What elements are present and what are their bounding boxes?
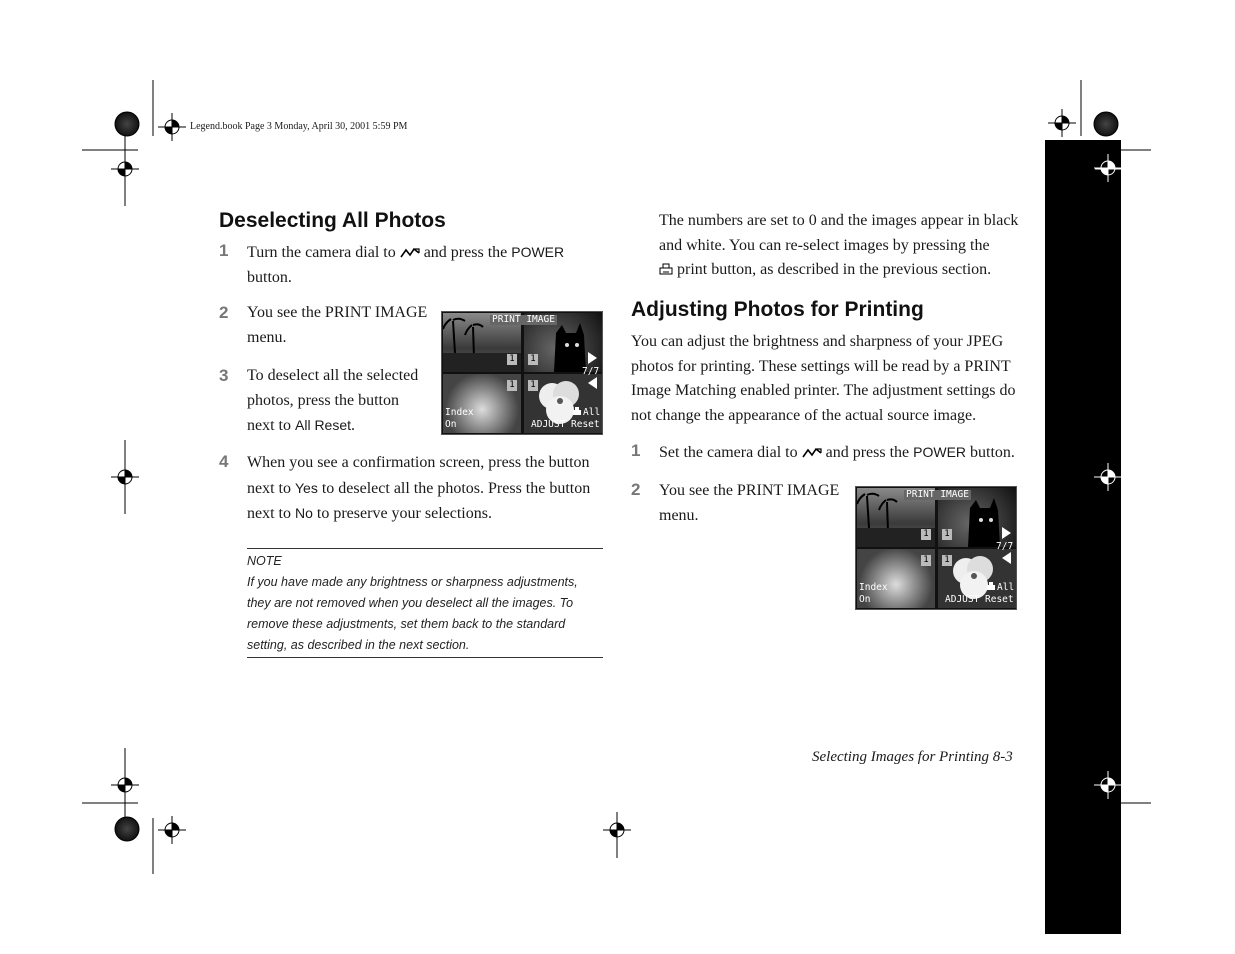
step-number: 2 xyxy=(631,480,641,499)
lcd-page-counter: 7/7 xyxy=(996,541,1014,552)
lcd-title: PRINT IMAGE xyxy=(906,489,969,500)
print-dial-icon xyxy=(400,247,420,259)
note-text: they are not removed when you deselect all the images. To xyxy=(247,596,574,610)
print-icon xyxy=(659,263,673,277)
section-heading-deselect: Deselecting All Photos xyxy=(219,209,446,232)
lcd-index-label: Index xyxy=(445,407,474,418)
lcd-print-icon xyxy=(986,582,996,592)
lcd-all-label: All xyxy=(583,407,601,418)
tab-registration-marks xyxy=(1045,140,1165,840)
lcd-index-label: Index xyxy=(859,582,888,593)
note-text: setting, as described in the next section. xyxy=(247,638,470,652)
lcd-reset-label: Reset xyxy=(571,419,600,430)
lcd-adjust-label: ADJUST xyxy=(531,419,566,430)
lcd-title: PRINT IMAGE xyxy=(492,314,555,325)
lcd-count-badge: 1 xyxy=(507,354,517,365)
adjust-step-1-text: Set the camera dial to and press the POWER button. xyxy=(659,444,1015,461)
lcd-adjust-label: ADJUST xyxy=(945,594,980,605)
step-3-text: To deselect all the selected photos, press the button next to All Reset. xyxy=(247,367,419,434)
lcd-count-badge: 1 xyxy=(942,529,952,540)
next-arrow-icon xyxy=(588,352,597,364)
step-number: 2 xyxy=(219,303,229,322)
lcd-count-badge: 1 xyxy=(528,354,538,365)
step-1-text: Turn the camera dial to and press the POWER button. xyxy=(247,244,565,286)
intro-paragraph: The numbers are set to 0 and the images appear in black and white. You can re-select images by pressing the print button, as described in the previous section. xyxy=(659,212,1019,278)
step-number: 1 xyxy=(631,441,641,460)
lcd-count-badge: 1 xyxy=(921,529,931,540)
step-number: 4 xyxy=(219,452,229,471)
note-text: remove these adjustments, set them back to the standard xyxy=(247,617,566,631)
camera-lcd-screenshot xyxy=(441,311,603,435)
adjust-step-2-text: You see the PRINT IMAGE menu. xyxy=(659,482,840,524)
prev-arrow-icon xyxy=(1002,552,1011,564)
note-box xyxy=(247,548,603,658)
step-number: 1 xyxy=(219,241,229,260)
note-text: If you have made any brightness or sharpness adjustments, xyxy=(247,575,578,589)
lcd-index-state: On xyxy=(859,594,871,605)
lcd-all-label: All xyxy=(997,582,1015,593)
file-info-header: Legend.book Page 3 Monday, April 30, 2001 5:59 PM xyxy=(190,121,408,132)
step-2-text: You see the PRINT IMAGE menu. xyxy=(247,304,428,346)
next-arrow-icon xyxy=(1002,527,1011,539)
step-number: 3 xyxy=(219,366,229,385)
lcd-print-icon xyxy=(572,407,582,417)
section-heading-adjust: Adjusting Photos for Printing xyxy=(631,298,924,321)
lcd-count-badge: 1 xyxy=(528,380,538,391)
camera-lcd-screenshot xyxy=(855,486,1017,610)
step-4-text: When you see a confirmation screen, press the button next to Yes to deselect all the photos. Press the button next to No to preserve your selections. xyxy=(247,454,591,522)
note-label: NOTE xyxy=(247,554,282,568)
page-footer: Selecting Images for Printing 8-3 xyxy=(812,749,1013,765)
lcd-count-badge: 1 xyxy=(942,555,952,566)
lcd-count-badge: 1 xyxy=(921,555,931,566)
lcd-reset-label: Reset xyxy=(985,594,1014,605)
lcd-page-counter: 7/7 xyxy=(582,366,600,377)
prev-arrow-icon xyxy=(588,377,597,389)
lcd-count-badge: 1 xyxy=(507,380,517,391)
lcd-index-state: On xyxy=(445,419,457,430)
print-dial-icon xyxy=(802,447,822,459)
adjust-paragraph: You can adjust the brightness and sharpness of your JPEG photos for printing. These settings will be read by a PRINT Image Matching enabled printer. The adjustment settings do not change the appearance of the actual source image. xyxy=(631,333,1016,424)
